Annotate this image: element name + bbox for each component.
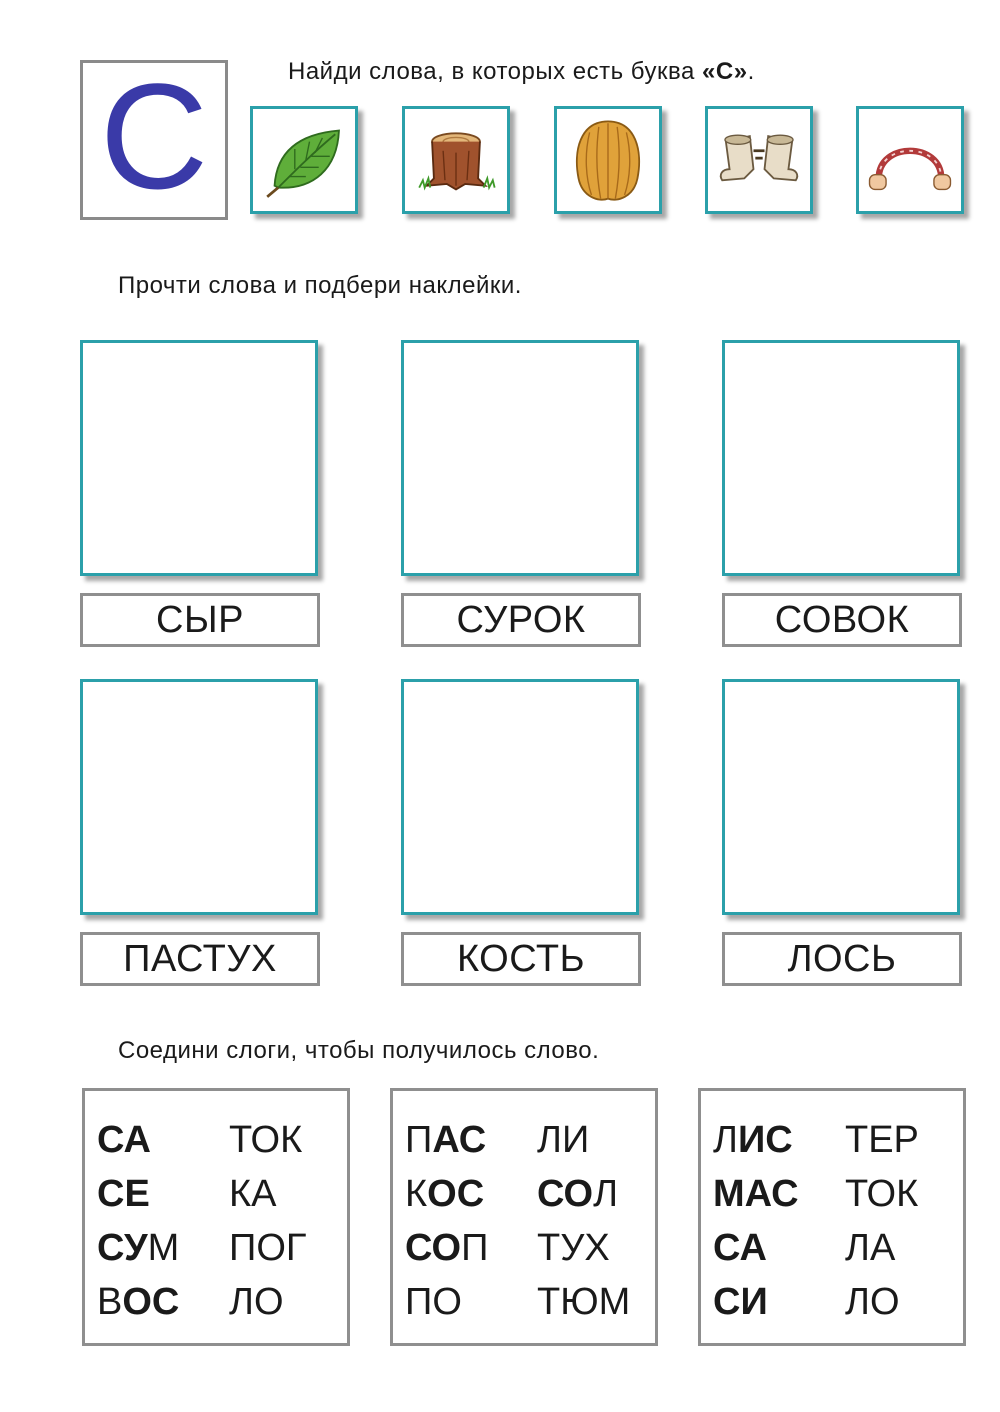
syllable-part: П (461, 1227, 489, 1269)
tree-stump-icon (410, 114, 502, 206)
syllable-part: ЛИ (537, 1119, 590, 1161)
syllable-part: К (405, 1173, 428, 1215)
word-label-5: КОСТЬ (401, 932, 641, 986)
expander-icon (864, 114, 956, 206)
word-label-6: ЛОСЬ (722, 932, 962, 986)
syllable-left-4 (713, 1283, 768, 1321)
syllable-right-1 (537, 1121, 589, 1159)
syllable-right-3 (845, 1229, 895, 1267)
sticker-slot-2[interactable] (401, 340, 639, 576)
syllable-left-2 (405, 1175, 484, 1213)
syllable-part: МАС (713, 1173, 799, 1215)
syllable-part: Л (593, 1173, 618, 1215)
syllable-box-3 (698, 1088, 966, 1346)
syllable-right-2 (537, 1175, 618, 1213)
syllable-part: ПОГ (229, 1227, 307, 1269)
word-label-3: СОВОК (722, 593, 962, 647)
syllable-right-1 (229, 1121, 302, 1159)
syllable-part: ТОК (845, 1173, 919, 1215)
word-label-4: ПАСТУХ (80, 932, 320, 986)
sticker-slot-3[interactable] (722, 340, 960, 576)
syllable-part: В (97, 1281, 123, 1323)
word-label-2: СУРОК (401, 593, 641, 647)
leaf-icon (258, 114, 350, 206)
picture-card-boots (705, 106, 813, 214)
syllable-box-1 (82, 1088, 350, 1346)
picture-card-hair (554, 106, 662, 214)
syllable-part: ПО (405, 1281, 462, 1323)
syllable-part: ЛА (845, 1227, 896, 1269)
picture-card-stump (402, 106, 510, 214)
syllable-left-1 (97, 1121, 151, 1159)
syllable-left-4 (97, 1283, 179, 1321)
letter-card (80, 52, 228, 220)
syllable-part: КА (229, 1173, 277, 1215)
syllable-part: Л (713, 1119, 738, 1161)
syllable-part: ЛО (845, 1281, 900, 1323)
syllable-part: ОС (427, 1173, 485, 1215)
syllable-part: ТЮМ (537, 1281, 631, 1323)
boots-icon (713, 114, 805, 206)
syllable-part: ИС (737, 1119, 793, 1161)
syllable-left-2 (713, 1175, 799, 1213)
find-words-instruction (288, 58, 755, 86)
syllable-part: М (147, 1227, 180, 1269)
instruction-letter: «С» (702, 58, 748, 85)
syllable-part: П (405, 1119, 433, 1161)
syllable-left-3 (405, 1229, 488, 1267)
sticker-slot-1[interactable] (80, 340, 318, 576)
syllable-left-2 (97, 1175, 150, 1213)
syllable-part: СИ (713, 1281, 768, 1323)
syllable-right-2 (229, 1175, 276, 1213)
sticker-slot-4[interactable] (80, 679, 318, 915)
instruction-text: Найди слова, в которых есть буква (288, 58, 703, 85)
syllable-right-4 (537, 1283, 630, 1321)
syllable-right-2 (845, 1175, 918, 1213)
syllable-left-4 (405, 1283, 462, 1321)
syllable-left-1 (713, 1121, 793, 1159)
syllable-part: СЕ (97, 1173, 150, 1215)
syllable-part: СА (713, 1227, 767, 1269)
syllable-part: ТОК (229, 1119, 303, 1161)
syllable-part: СО (537, 1173, 594, 1215)
read-words-instruction: Прочти слова и подбери наклейки. (118, 272, 522, 299)
syllable-part: СУ (97, 1227, 148, 1269)
syllable-part: ЛО (229, 1281, 284, 1323)
syllable-right-1 (845, 1121, 919, 1159)
picture-card-expander (856, 106, 964, 214)
syllable-right-3 (537, 1229, 610, 1267)
syllable-part: ТЕР (845, 1119, 919, 1161)
syllable-part: СО (405, 1227, 462, 1269)
syllable-right-4 (229, 1283, 284, 1321)
syllable-left-3 (713, 1229, 767, 1267)
syllable-box-2 (390, 1088, 658, 1346)
connect-syllables-instruction: Соедини слоги, чтобы получилось слово. (118, 1037, 600, 1064)
sticker-slot-6[interactable] (722, 679, 960, 915)
syllable-part: СА (97, 1119, 151, 1161)
syllable-right-4 (845, 1283, 900, 1321)
syllable-right-3 (229, 1229, 306, 1267)
syllable-part: ОС (122, 1281, 180, 1323)
hair-icon (562, 114, 654, 206)
syllable-part: ТУХ (537, 1227, 610, 1269)
sticker-slot-5[interactable] (401, 679, 639, 915)
syllable-left-1 (405, 1121, 486, 1159)
instruction-end: . (747, 58, 755, 85)
word-label-1: СЫР (80, 593, 320, 647)
syllable-left-3 (97, 1229, 179, 1267)
picture-card-leaf (250, 106, 358, 214)
big-letter: С (99, 52, 209, 220)
syllable-part: АС (432, 1119, 487, 1161)
